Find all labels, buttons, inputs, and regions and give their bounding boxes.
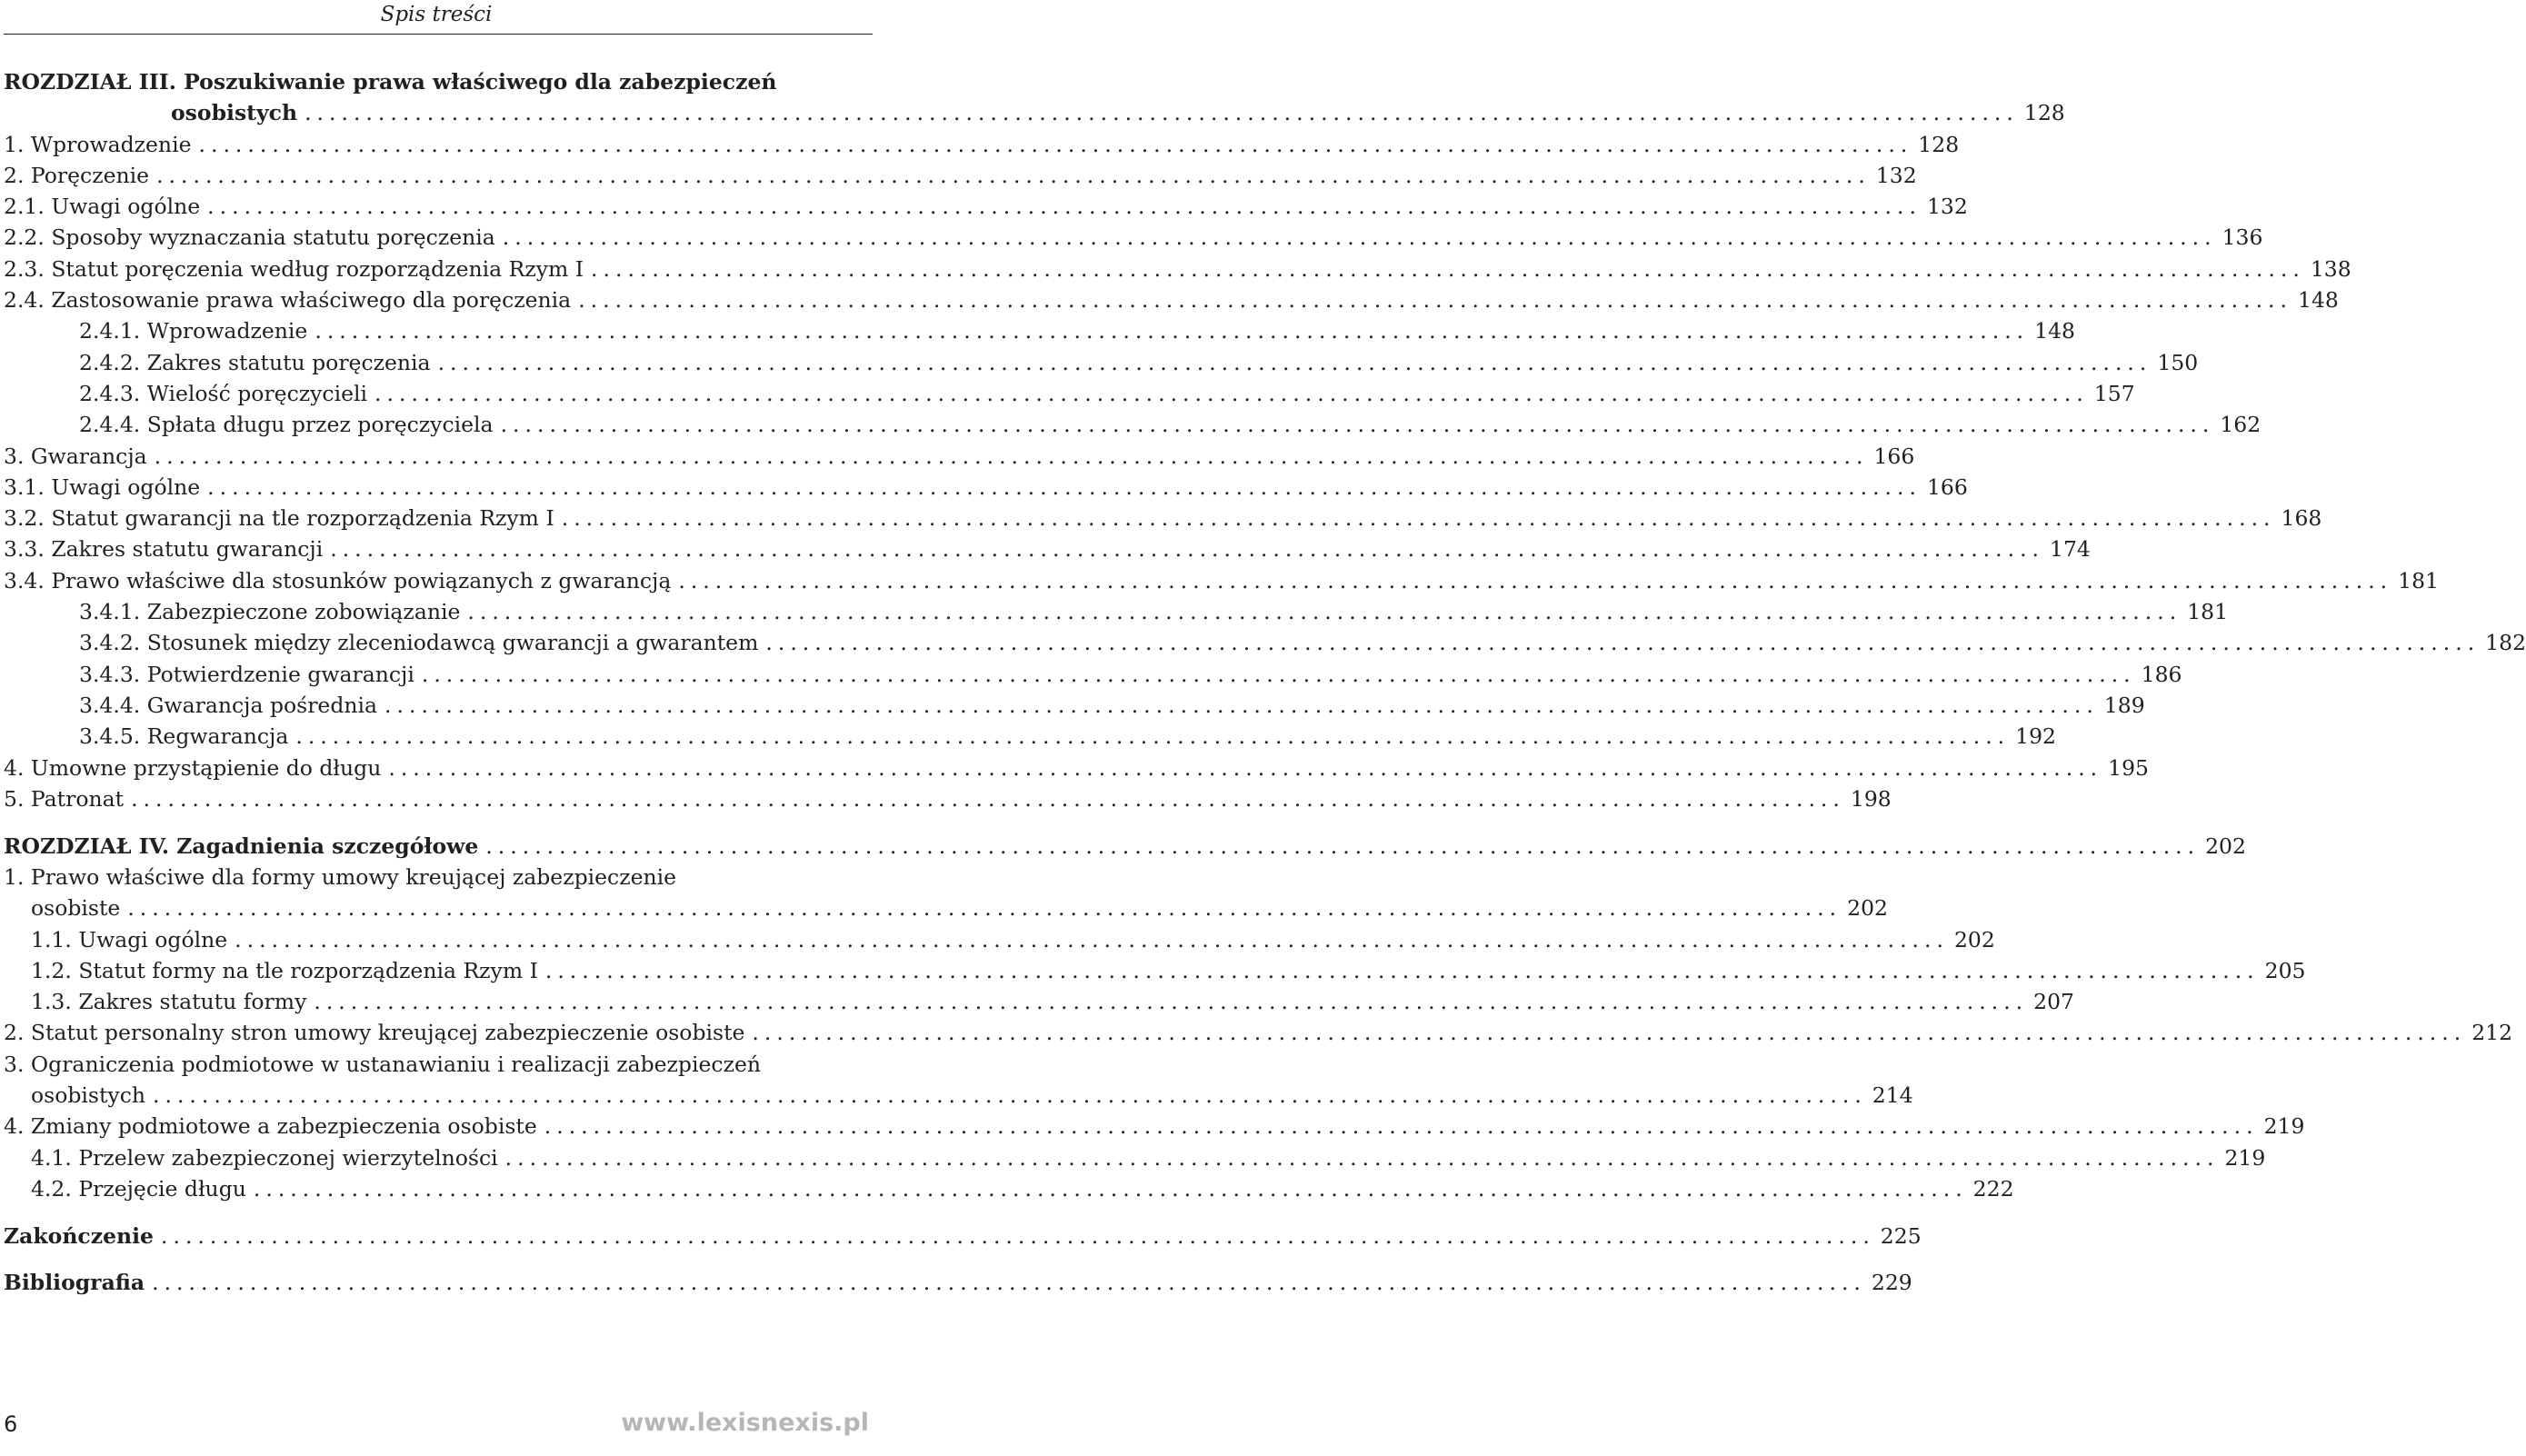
toc-entry — [4, 1142, 2266, 1173]
toc-entry-title: 4.1. Przelew zabezpieczonej wierzytelności — [31, 1144, 498, 1171]
toc-entry — [4, 596, 2229, 627]
toc-page-number: 219 — [2224, 1144, 2266, 1171]
publisher-url: www.lexisnexis.pl — [621, 1409, 869, 1437]
toc-entry-title: 3.1. Uwagi ogólne — [4, 474, 201, 500]
toc-page-number: 189 — [2103, 692, 2145, 718]
dot-leader: ............................................................................................................................................ — [314, 989, 2029, 1015]
toc-entry — [4, 409, 2261, 440]
toc-entry-title: 4.2. Przejęcie długu — [31, 1175, 246, 1202]
toc-entry-title: 1.1. Uwagi ogólne — [31, 926, 228, 952]
running-header-title: Spis treści — [380, 3, 493, 26]
dot-leader: ............................................................................................................................................ — [127, 895, 1842, 922]
toc-entry-title: 2.4.3. Wielość poręczycieli — [79, 380, 368, 406]
toc-page-number: 150 — [2157, 349, 2199, 375]
dot-leader: ............................................................................................................................................ — [467, 599, 2182, 625]
dot-leader: ............................................................................................................................................ — [161, 1222, 1875, 1249]
section-spacer — [4, 1204, 871, 1221]
dot-leader: ............................................................................................................................................ — [485, 833, 2201, 859]
toc-entry-title: 3.4. Prawo właściwe dla stosunków powiązanych z gwarancją — [4, 567, 672, 593]
dot-leader: ............................................................................................................................................ — [330, 536, 2045, 563]
toc-entry-title: 2. Statut personalny stron umowy kreującej zabezpieczenie osobiste — [4, 1020, 745, 1046]
dot-leader: ............................................................................................................................................ — [154, 443, 1869, 469]
toc-entry-title: 2.4. Zastosowanie prawa właściwego dla poręczenia — [4, 287, 572, 314]
toc-entry — [4, 1049, 871, 1080]
toc-page-number: 202 — [1847, 895, 1888, 922]
dot-leader: ............................................................................................................................................ — [578, 287, 2292, 314]
dot-leader: ............................................................................................................................................ — [207, 474, 1922, 500]
dot-leader: ............................................................................................................................................ — [198, 131, 1913, 157]
toc-page-number: 212 — [2471, 1020, 2513, 1046]
toc-entry-title: osobistych — [171, 100, 298, 126]
toc-entry-title: 3.4.3. Potwierdzenie gwarancji — [79, 661, 414, 687]
toc-page-number: 138 — [2310, 255, 2351, 282]
toc-entry-title: 3.2. Statut gwarancji na tle rozporządzenia Rzym I — [4, 505, 554, 532]
toc-entry-title: ROZDZIAŁ III. Poszukiwanie prawa właściwego dla zabezpieczeń — [4, 69, 777, 95]
toc-entry-title: 1. Wprowadzenie — [4, 131, 192, 157]
toc-page-number: 214 — [1872, 1082, 1913, 1108]
toc-entry — [4, 986, 2074, 1017]
toc-entry — [4, 1111, 2305, 1142]
toc-entry-title: 3. Ograniczenia podmiotowe w ustanawianiu i realizacji zabezpieczeń — [4, 1051, 761, 1077]
toc-page-number: 136 — [2221, 224, 2263, 251]
toc-page-number: 225 — [1880, 1222, 1922, 1249]
toc-page-number: 132 — [1926, 194, 1968, 220]
toc-entry — [4, 627, 2526, 658]
toc-entry-title: 3. Gwarancja — [4, 443, 147, 469]
toc-entry — [4, 503, 2322, 534]
toc-entry — [4, 472, 1968, 503]
toc-page-number: 202 — [1953, 926, 1995, 952]
toc-page-number: 186 — [2141, 661, 2182, 687]
dot-leader: ............................................................................................................................................ — [131, 785, 1845, 812]
dot-leader: ............................................................................................................................................ — [504, 1144, 2220, 1171]
toc-entry-title: ROZDZIAŁ IV. Zagadnienia szczegółowe — [4, 833, 479, 859]
dot-leader: ............................................................................................................................................ — [502, 224, 2217, 251]
toc-entry-title: 1.2. Statut formy na tle rozporządzenia Rzym I — [31, 957, 538, 983]
toc-page-number: 205 — [2264, 957, 2306, 983]
toc-entry-title: 4. Zmiany podmiotowe a zabezpieczenia osobiste — [4, 1113, 537, 1140]
toc-entry-title: 5. Patronat — [4, 785, 125, 812]
toc-entry — [4, 534, 2091, 564]
toc-entry-title: 1. Prawo właściwe dla formy umowy kreującej zabezpieczenie — [4, 863, 677, 890]
toc-page-number: 202 — [2205, 833, 2246, 859]
dot-leader: ............................................................................................................................................ — [561, 505, 2276, 532]
toc-entry — [4, 378, 2135, 409]
toc-page-number: 132 — [1875, 162, 1917, 188]
toc-page-number: 174 — [2050, 536, 2091, 563]
toc-entry — [4, 690, 2145, 721]
toc-chapter-entry — [4, 66, 871, 97]
dot-leader: ............................................................................................................................................ — [388, 754, 2103, 781]
toc-entry-title: 2.2. Sposoby wyznaczania statutu poręczenia — [4, 224, 495, 251]
toc-entry-title: 3.4.5. Regwarancja — [79, 723, 289, 750]
toc-page-number: 157 — [2093, 380, 2135, 406]
dot-leader: ............................................................................................................................................ — [752, 1020, 2467, 1046]
toc-entry — [4, 441, 1915, 472]
section-spacer — [4, 1252, 871, 1268]
dot-leader: ............................................................................................................................................ — [152, 1270, 1866, 1296]
toc-entry — [4, 254, 2351, 284]
toc-page-number: 166 — [1926, 474, 1968, 500]
toc-entry-title: 3.4.4. Gwarancja pośrednia — [79, 692, 378, 718]
toc-page-number: 219 — [2263, 1113, 2305, 1140]
toc-entry — [4, 924, 1995, 955]
toc-entry — [4, 347, 2199, 378]
toc-entry — [4, 129, 1960, 160]
page-number: 6 — [4, 1411, 18, 1437]
toc-entry-title: 3.3. Zakres statutu gwarancji — [4, 536, 324, 563]
toc-entry — [4, 1080, 1913, 1111]
page-header — [0, 0, 873, 36]
toc-page-number: 128 — [1918, 131, 1960, 157]
toc-entry-title: Bibliografia — [4, 1270, 145, 1296]
toc-page-number: 181 — [2187, 599, 2229, 625]
toc-page-number: 229 — [1871, 1270, 1912, 1296]
dot-leader: ............................................................................................................................................ — [437, 349, 2152, 375]
toc-entry-title: 2.4.1. Wprowadzenie — [79, 318, 308, 344]
toc-entry — [4, 1017, 2513, 1048]
toc-entry-title: 2.3. Statut poręczenia według rozporządzenia Rzym I — [4, 255, 584, 282]
toc-entry — [4, 315, 2075, 346]
toc-entry — [4, 284, 2339, 315]
toc-entry — [4, 753, 2149, 783]
section-spacer — [4, 814, 871, 831]
toc-chapter-entry — [4, 831, 2246, 862]
dot-leader: ............................................................................................................................................ — [544, 957, 2260, 983]
toc-chapter-entry — [4, 1267, 1912, 1298]
dot-leader: ............................................................................................................................................ — [374, 380, 2089, 406]
toc-entry — [4, 191, 1968, 222]
toc-page-number: 207 — [2033, 989, 2074, 1015]
toc-entry-title: 2.4.2. Zakres statutu poręczenia — [79, 349, 431, 375]
dot-leader: ............................................................................................................................................ — [235, 926, 1949, 952]
toc-page-number: 182 — [2485, 630, 2526, 656]
toc-page-number: 192 — [2015, 723, 2056, 750]
toc-page-number: 128 — [2023, 100, 2065, 126]
dot-leader: ............................................................................................................................................ — [421, 661, 2136, 687]
dot-leader: ............................................................................................................................................ — [500, 412, 2215, 438]
toc-entry-title: osobistych — [31, 1082, 145, 1108]
toc-page-number: 148 — [2034, 318, 2075, 344]
toc-entry — [4, 160, 1917, 191]
dot-leader: ............................................................................................................................................ — [544, 1113, 2259, 1140]
toc-entry — [4, 659, 2182, 690]
toc-chapter-entry — [4, 1221, 1922, 1252]
toc-entry — [4, 862, 871, 893]
dot-leader: ............................................................................................................................................ — [153, 1082, 1867, 1108]
toc-entry — [4, 955, 2306, 986]
table-of-contents — [4, 66, 2526, 1299]
dot-leader: ............................................................................................................................................ — [156, 162, 1871, 188]
toc-entry — [4, 222, 2263, 253]
toc-page-number: 148 — [2298, 287, 2339, 314]
toc-entry-title: 2.4.4. Spłata długu przez poręczyciela — [79, 412, 494, 438]
toc-entry-title: 2. Poręczenie — [4, 162, 150, 188]
dot-leader: ............................................................................................................................................ — [315, 318, 2030, 344]
toc-page-number: 181 — [2398, 567, 2439, 593]
dot-leader: ............................................................................................................................................ — [253, 1175, 1968, 1202]
toc-entry-title: 3.4.1. Zabezpieczone zobowiązanie — [79, 599, 461, 625]
toc-page-number: 195 — [2108, 754, 2149, 781]
toc-entry — [4, 1173, 2014, 1204]
toc-entry-title: 3.4.2. Stosunek między zleceniodawcą gwarancji a gwarantem — [79, 630, 759, 656]
dot-leader: ............................................................................................................................................ — [305, 100, 2019, 126]
toc-chapter-entry — [4, 97, 2065, 128]
dot-leader: ............................................................................................................................................ — [384, 692, 2099, 718]
toc-entry — [4, 783, 1892, 814]
toc-page-number: 222 — [1972, 1175, 2014, 1202]
toc-entry-title: Zakończenie — [4, 1222, 154, 1249]
dot-leader: ............................................................................................................................................ — [207, 194, 1922, 220]
header-divider — [4, 34, 873, 35]
dot-leader: ............................................................................................................................................ — [591, 255, 2305, 282]
toc-page-number: 166 — [1873, 443, 1915, 469]
toc-page-number: 198 — [1850, 785, 1892, 812]
dot-leader: ............................................................................................................................................ — [678, 567, 2393, 593]
toc-entry-title: 4. Umowne przystąpienie do długu — [4, 754, 382, 781]
toc-page-number: 168 — [2281, 505, 2322, 532]
toc-entry — [4, 565, 2439, 596]
toc-entry-title: 1.3. Zakres statutu formy — [31, 989, 307, 1015]
toc-entry-title: osobiste — [31, 895, 121, 922]
toc-page-number: 162 — [2220, 412, 2261, 438]
toc-entry — [4, 721, 2056, 752]
dot-leader: ............................................................................................................................................ — [765, 630, 2481, 656]
dot-leader: ............................................................................................................................................ — [295, 723, 2011, 750]
toc-entry — [4, 893, 1888, 923]
toc-entry-title: 2.1. Uwagi ogólne — [4, 194, 201, 220]
